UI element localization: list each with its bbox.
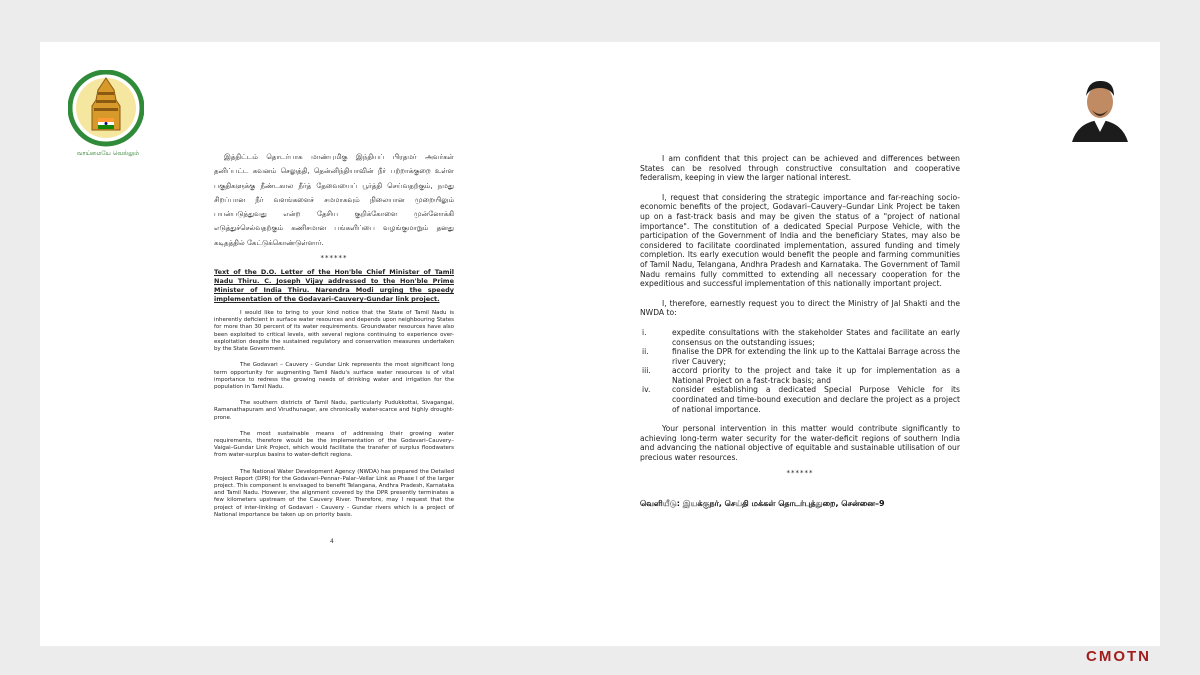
letter-paragraph: The National Water Development Agency (NWDA) has prepared the Detailed Project Report (DPR) for the Godavari–Pennar–Palar–Vellar Link as Phase I of the larger project. This component is envisaged to benefit Telangana, Andhra Pradesh, Karnataka and Tamil Nadu. However, the alignment covered by the DPR presently terminates a few kilometers upstream of the Cauvery River. Therefore, may I request that the project of inter-linking of Godavari - Cauvery - Gundar rivers which is a project of National importance be taken up on priority basis.: [214, 468, 454, 518]
list-item: [640, 366, 960, 385]
left-column: [214, 150, 454, 528]
letter-paragraph: The Godavari – Cauvery - Gundar Link represents the most significant long term opportunity for augmenting Tamil Nadu's surface water resources is of vital importance to redress the growing needs of drinking water and irrigation for the population in Tamil Nadu.: [214, 362, 454, 390]
list-item-number: iii.: [642, 366, 651, 376]
chief-minister-portrait: [1068, 72, 1132, 142]
request-list: [640, 328, 960, 414]
document-page: [40, 42, 1160, 646]
page-number: 4: [330, 538, 334, 545]
publisher-credit: வெளியீடு: இயக்குநர், செய்தி மக்கள் தொடர்புத்துறை, சென்னை–9: [640, 498, 885, 508]
list-item: [640, 328, 960, 347]
list-item-text: expedite consultations with the stakeholder States and facilitate an early consensus on the outstanding issues;: [672, 327, 960, 347]
section-separator: ******: [786, 468, 814, 477]
letter-paragraph: The southern districts of Tamil Nadu, particularly Pudukkottai, Sivagangai, Ramanathapuram and Virudhunagar, are chronically water-scarce and highly drought-prone.: [214, 400, 454, 421]
letter-heading: Text of the D.O. Letter of the Hon'ble Chief Minister of Tamil Nadu Thiru. C. Joseph Vijay addressed to the Hon'ble Prime Minister of India Thiru. Narendra Modi urging the speedy implementation of the Godavari-Cauvery-Gundar link project.: [214, 268, 454, 304]
letter-paragraph: I am confident that this project can be achieved and differences between States can be resolved through constructive consultation and cooperative federalism, keeping in view the larger national interest.: [640, 154, 960, 183]
list-item-text: finalise the DPR for extending the link up to the Kattalai Barrage across the river Cauvery;: [672, 347, 960, 366]
letter-paragraph: The most sustainable means of addressing their growing water requirements, therefore would be the implementation of the Godavari–Cauvery–Vaigai–Gundar Link Project, which would facilitate the transfer of surplus floodwaters from water-surplus basins to water-deficit regions.: [214, 430, 454, 459]
list-item-number: i.: [642, 327, 647, 337]
letter-paragraph: I would like to bring to your kind notice that the State of Tamil Nadu is inherently deficient in surface water resources and depends upon neighbouring States for more than 30 percent of its water requirements. Groundwater resources have also been exploited to critical levels, with several regions continuing to experience over-exploitation despite the sustained regulatory and conservation measures undertaken by the State Government.: [214, 310, 454, 353]
list-item-number: iv.: [642, 385, 651, 395]
list-item-text: consider establishing a dedicated Special Purpose Vehicle for its coordinated and time-bound execution and declare the project as a project of national importance.: [672, 385, 960, 414]
list-item-number: ii.: [642, 347, 649, 357]
emblem-caption: வாய்மையே வெல்லும்: [76, 150, 140, 157]
list-item-text: accord priority to the project and take it up for implementation as a National Project on a fast-track basis; and: [672, 366, 960, 385]
tamil-nadu-emblem: [68, 70, 144, 148]
section-separator: ******: [320, 254, 348, 263]
brand-cmo: CMO: [1086, 648, 1127, 665]
list-item: [640, 347, 960, 366]
letter-paragraph: I, request that considering the strategic importance and far-reaching socio-economic benefits of the project, Godavari–Cauvery–Gundar Link Project be taken up on a fast-track basis and may be given the status of a "project of national importance". The constitution of a dedicated Special Purpose Vehicle, with the participation of the Government of India and the beneficiary States, may also be considered to facilitate coordinated implementation, assured funding and timely completion. Its early execution would benefit the people and farming communities of Tamil Nadu, Telangana, Andhra Pradesh and Karnataka. The Government of Tamil Nadu remains fully committed to extending all necessary cooperation for the expeditious and successful implementation of this nationally important project.: [640, 192, 960, 289]
letter-paragraph: I, therefore, earnestly request you to direct the Ministry of Jal Shakti and the NWDA to:: [640, 298, 960, 318]
list-item: [640, 385, 960, 414]
cmotn-logo: [1086, 648, 1151, 665]
tamil-summary-paragraph: இத்திட்டம் தொடர்பாக மாண்புமிகு இந்தியப் பிரதமர் அவர்கள் தனிப்பட்ட கவனம் செலுத்தி, தென்னிந்தியாவின் நீர் பற்றாக்குறை உள்ள பகுதிகளுக்கு நீண்டகால நீர்த் தேவையைப் பூர்த்தி செய்வதற்கும், நமது சிறப்பான நீர் வளங்களைச் சமமாகவும் நிலையான முறையிலும் பயன்படுத்துவது என்ற தேசிய குறிக்கோளை முன்னோக்கி எடுத்துச்செல்வதற்கும் கணிசமான பங்களிப்பை வழங்குமாறும் தனது கடிதத்தில் கேட்டுக்கொண்டுள்ளார்.: [214, 153, 454, 247]
closing-paragraph: Your personal intervention in this matter would contribute significantly to achieving long-term water security for the water-deficit regions of southern India and advancing the national objective of equitable and sustainable utilisation of our precious water resources.: [640, 424, 960, 463]
brand-tn: TN: [1127, 648, 1151, 665]
right-column: [640, 154, 960, 509]
